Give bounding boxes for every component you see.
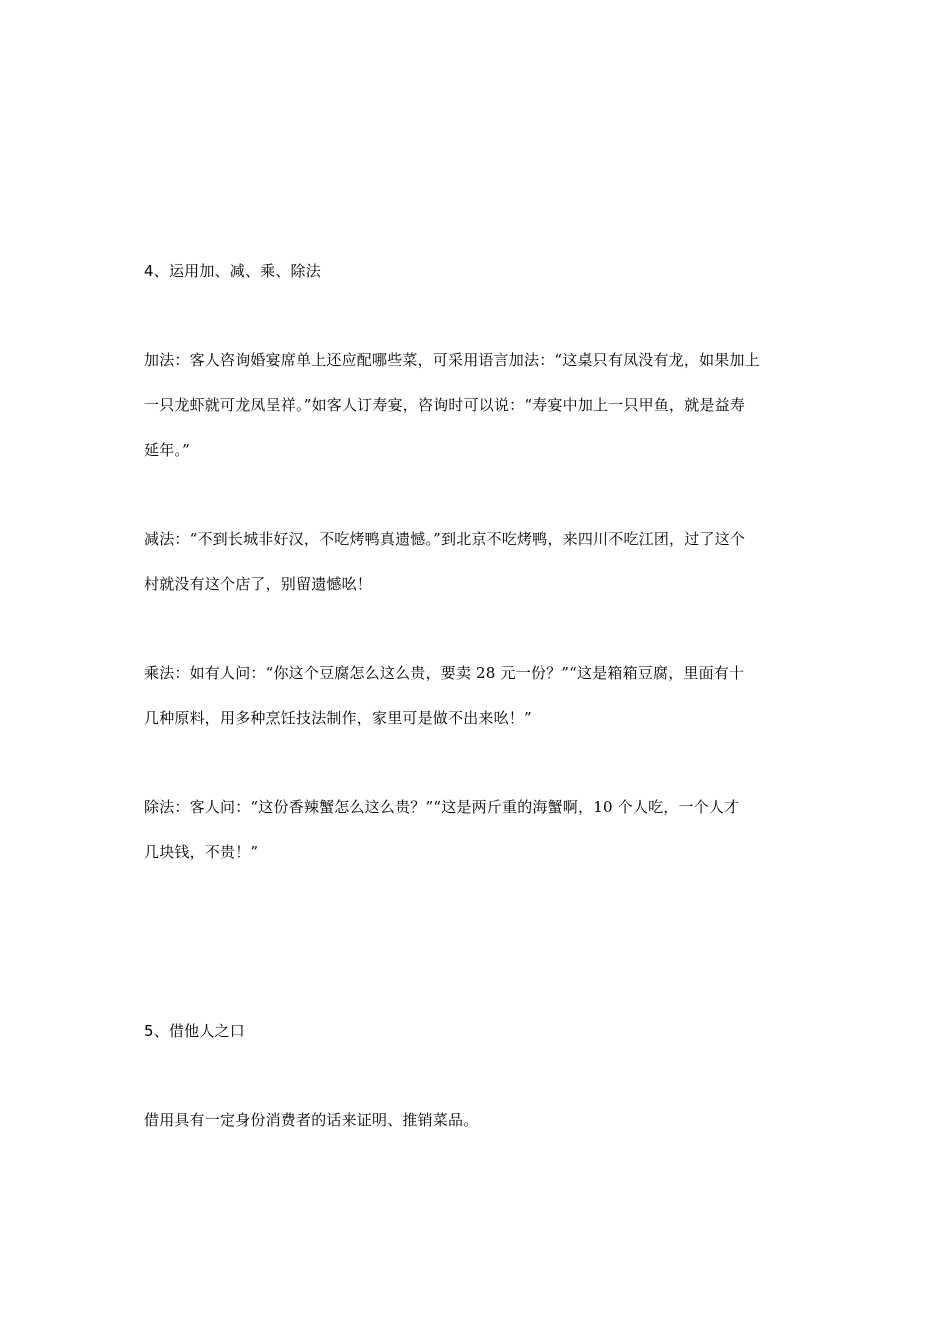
multiplication-paragraph-line-1: 乘法：如有人问：“你这个豆腐怎么这么贵，要卖 28 元一份？”“这是箱箱豆腐，里面有十 [144, 664, 745, 682]
section-5-body: 借用具有一定身份消费者的话来证明、推销菜品。 [144, 1111, 479, 1129]
division-paragraph-line-2: 几块钱，不贵！” [144, 843, 259, 861]
addition-paragraph-line-3: 延年。” [144, 441, 190, 459]
addition-paragraph-line-1: 加法：客人咨询婚宴席单上还应配哪些菜，可采用语言加法：“这桌只有凤没有龙，如果加上 [144, 351, 760, 369]
multiplication-paragraph-line-2: 几种原料，用多种烹饪技法制作，家里可是做不出来吆！” [144, 709, 532, 727]
section-4-heading: 4、运用加、减、乘、除法 [144, 262, 321, 280]
section-5-heading: 5、借他人之口 [144, 1022, 245, 1040]
addition-paragraph-line-2: 一只龙虾就可龙凤呈祥。”如客人订寿宴，咨询时可以说：“寿宴中加上一只甲鱼，就是益寿 [144, 396, 746, 414]
division-paragraph-line-1: 除法：客人问：“这份香辣蟹怎么这么贵？”“这是两斤重的海蟹啊，10 个人吃，一个人才 [144, 798, 740, 816]
subtraction-paragraph-line-1: 减法：“不到长城非好汉，不吃烤鸭真遗憾。”到北京不吃烤鸭，来四川不吃江团，过了这个 [144, 530, 746, 548]
subtraction-paragraph-line-2: 村就没有这个店了，别留遗憾吆！ [144, 575, 373, 593]
